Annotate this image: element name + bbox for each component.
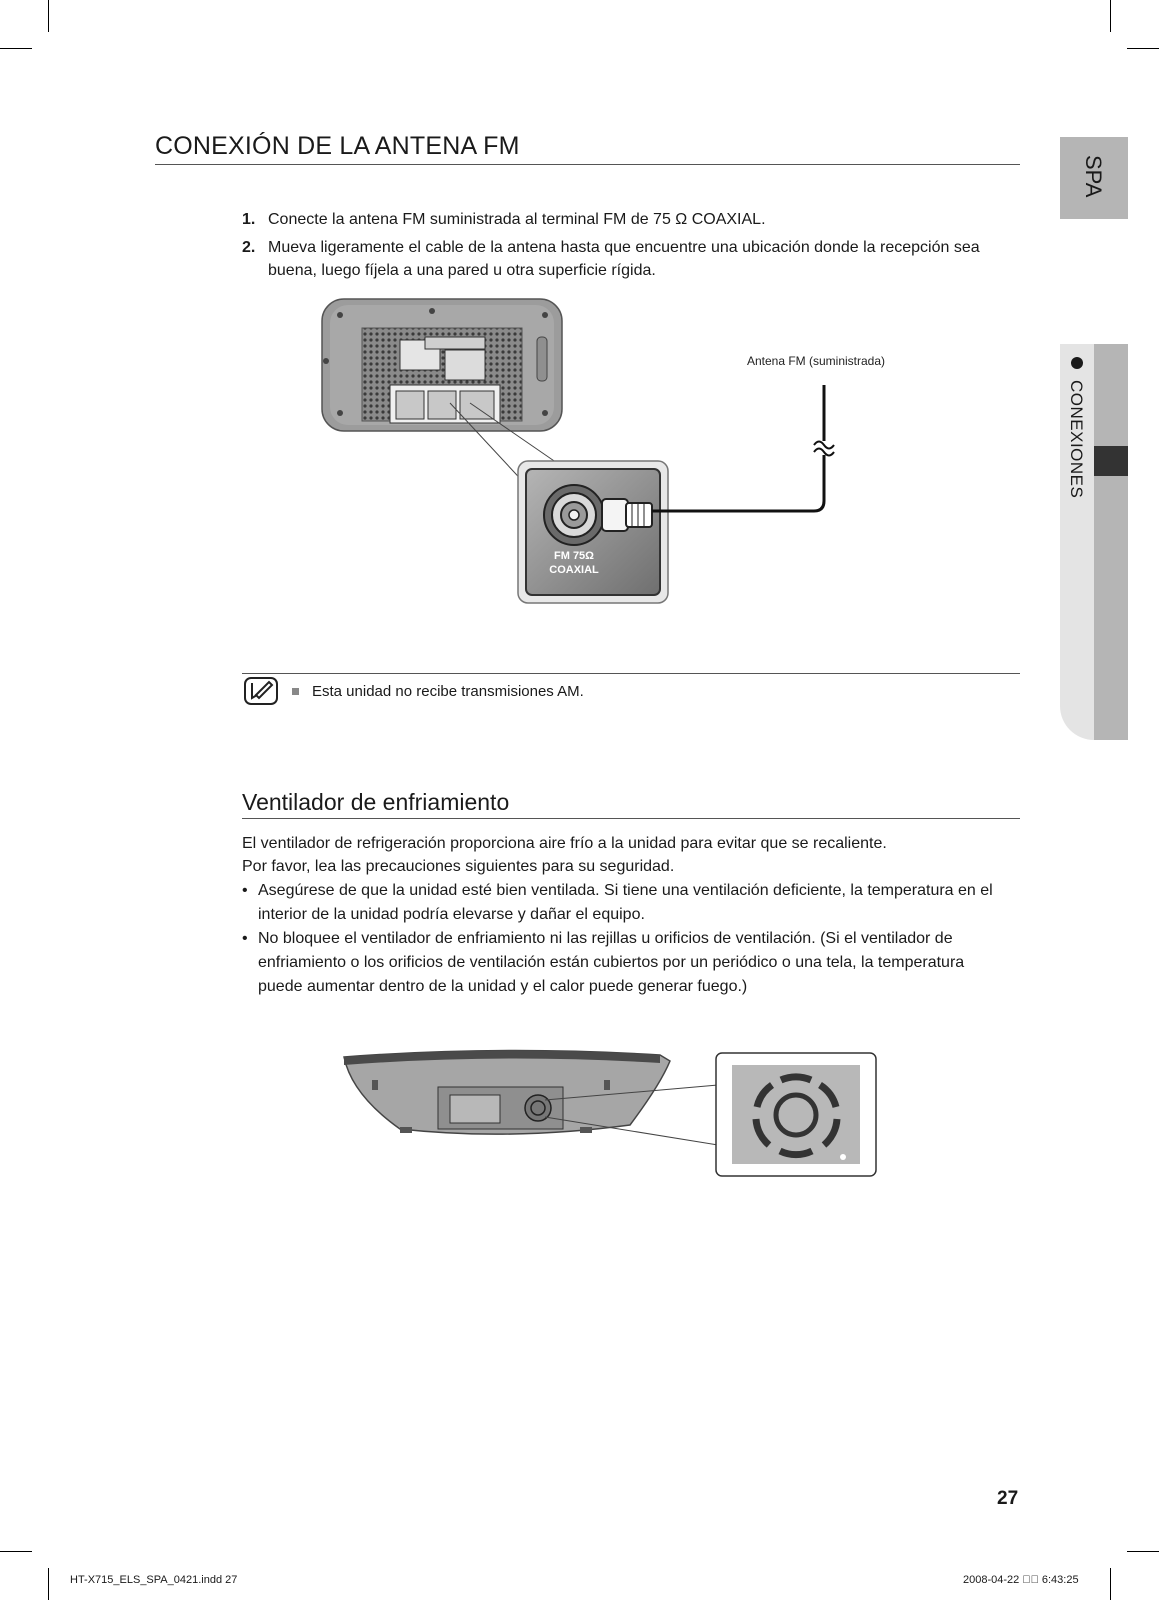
title-rule [155,164,1020,165]
language-tab [1060,137,1128,219]
footer-timestamp: 2008-04-22 ￿￿ 6:43:25 [963,1574,1079,1586]
note-rule [242,673,1020,674]
page-number: 27 [997,1488,1019,1509]
section-tab-strip [1094,344,1128,740]
bullet-item [242,927,1012,999]
bullet-dot-icon: • [242,930,248,947]
bullet-text: No bloquee el ventilador de enfriamiento ni las rejillas u orificios de ventilación. (Si el ventilador de enfriamiento o los orificios de ventilación están cubiertos por un periódico o una tela, la temperatura puede aumentar dentro de la unidad y el calor puede generar fuego.) [258,930,965,995]
crop-mark [48,1568,49,1600]
section-tab-label: CONEXIONES [1067,380,1086,499]
page-title: CONEXIÓN DE LA ANTENA FM [155,132,520,160]
antenna-label: Antena FM (suministrada) [746,354,885,368]
crop-mark [1110,0,1111,32]
step-2 [242,236,1007,282]
step-number: 1. [242,211,256,228]
note-bullet-icon [292,688,299,695]
step-text: Conecte la antena FM suministrada al terminal FM de 75 Ω COAXIAL. [268,211,766,228]
note-pencil-icon [244,677,278,705]
section-title: Ventilador de enfriamiento [242,789,510,815]
section-tab-marker [1094,446,1128,476]
step-1 [242,208,1007,231]
language-tab-label: SPA [1081,155,1106,198]
crop-mark [0,48,32,49]
note-text: Esta unidad no recibe transmisiones AM. [312,683,584,700]
crop-mark [1127,48,1159,49]
cooling-fan-diagram [340,1045,880,1180]
step-text: Mueva ligeramente el cable de la antena hasta que encuentre una ubicación donde la recepción sea buena, luego fíjela a una pared u otra superficie rígida. [268,239,980,279]
bullet-text: Asegúrese de que la unidad esté bien ventilada. Si tiene una ventilación deficiente, la temperatura en el interior de la unidad podría elevarse y dañar el equipo. [258,882,993,923]
section-paragraph: El ventilador de refrigeración proporciona aire frío a la unidad para evitar que se recaliente. [242,835,887,852]
footer-file: HT-X715_ELS_SPA_0421.indd 27 [70,1574,238,1586]
crop-mark [1127,1551,1159,1552]
jack-label-coaxial: COAXIAL [549,564,599,576]
jack-label-fm: FM 75Ω [554,550,594,562]
crop-mark [1110,1568,1111,1600]
bullet-dot-icon: • [242,882,248,899]
crop-mark [0,1551,32,1552]
section-rule [242,818,1020,819]
section-dot-icon [1071,357,1083,369]
section-paragraph: Por favor, lea las precauciones siguientes para su seguridad. [242,858,675,875]
step-number: 2. [242,239,256,256]
fm-antenna-diagram [320,295,920,625]
crop-mark [48,0,49,32]
bullet-item [242,879,1012,927]
